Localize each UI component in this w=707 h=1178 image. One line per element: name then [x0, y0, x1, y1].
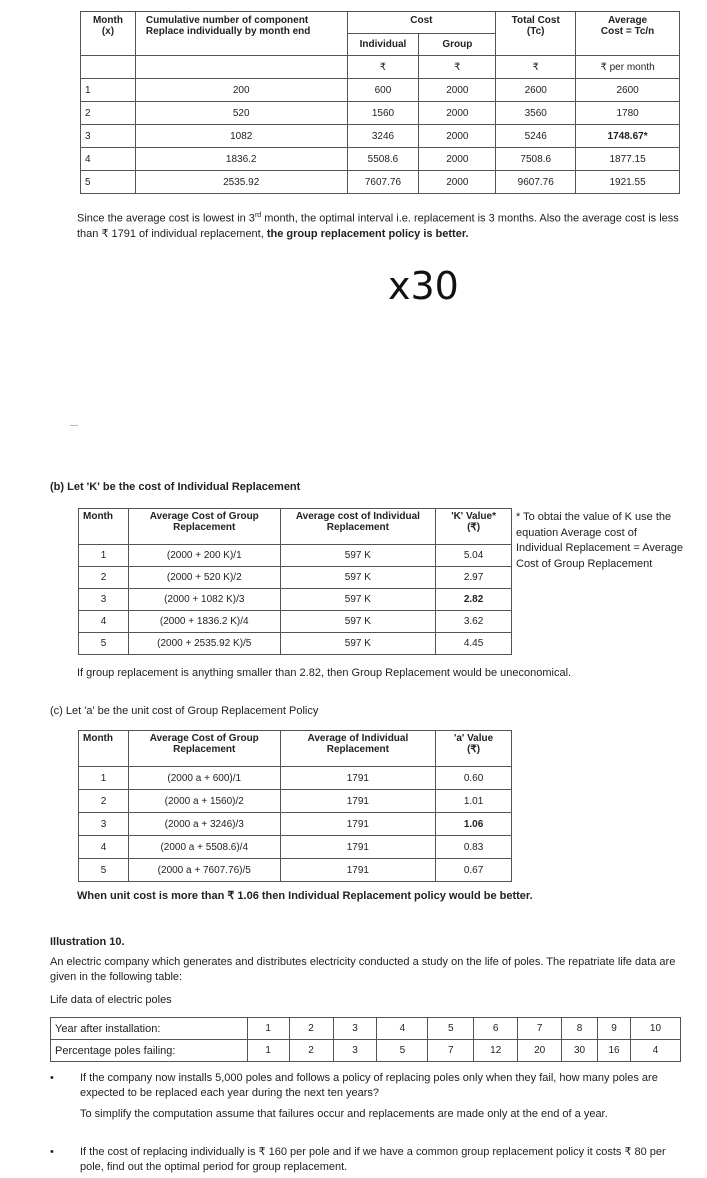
cell: 1780 — [576, 102, 680, 125]
cell: 2000 — [419, 148, 496, 171]
table-row — [79, 836, 512, 859]
cell: 1560 — [347, 102, 419, 125]
cell: 2600 — [496, 79, 576, 102]
cell: (2000 + 520 K)/2 — [128, 567, 280, 589]
section-c-heading: (c) Let 'a' be the unit cost of Group Replacement Policy — [50, 705, 319, 717]
cell: 1 — [79, 545, 129, 567]
cell: (2000 a + 7607.76)/5 — [128, 859, 280, 882]
divider-mark — [70, 425, 78, 426]
illustration-text: An electric company which generates and distributes electricity conducted a study on the life of poles. The repatriate life data are given in the following table: — [50, 956, 676, 983]
header-cumulative: Cumulative number of component Replace individually by month end — [135, 12, 347, 56]
cell: 2000 — [419, 102, 496, 125]
table-row — [79, 545, 512, 567]
header-month: Month — [79, 731, 129, 767]
table-caption: Life data of electric poles — [50, 994, 172, 1006]
header-individual-cost: Average of Individual Replacement — [280, 731, 436, 767]
cell: 2000 — [419, 171, 496, 194]
cell: (2000 a + 600)/1 — [128, 767, 280, 790]
table-row — [79, 767, 512, 790]
section-c-conclusion: When unit cost is more than ₹ 1.06 then Individual Replacement policy would be better. — [77, 890, 533, 902]
section-b-heading: (b) Let 'K' be the cost of Individual Replacement — [50, 481, 301, 493]
cell: 597 K — [280, 633, 436, 655]
row-label: Percentage poles failing: — [51, 1040, 248, 1062]
cell: 3.62 — [436, 611, 512, 633]
cell: 5246 — [496, 125, 576, 148]
unit-cell: ₹ — [419, 56, 496, 79]
cell: 2 — [79, 790, 129, 813]
table-row — [79, 567, 512, 589]
cell: 5508.6 — [347, 148, 419, 171]
cell: (2000 a + 5508.6)/4 — [128, 836, 280, 859]
cell: 4.45 — [436, 633, 512, 655]
cell: 1.06 — [436, 813, 512, 836]
cell: 8 — [562, 1018, 598, 1040]
cell: 7 — [428, 1040, 474, 1062]
row-label: Year after installation: — [51, 1018, 248, 1040]
cell: 597 K — [280, 567, 436, 589]
cell: 3 — [333, 1040, 377, 1062]
header-group: Group — [419, 34, 496, 56]
cell: 1 — [79, 767, 129, 790]
table-row — [79, 813, 512, 836]
bullet-1-note: To simplify the computation assume that failures occur and replacements are made only at the end of a year. — [80, 1108, 608, 1120]
header-a-value: 'a' Value (₹) — [436, 731, 512, 767]
cell: 3560 — [496, 102, 576, 125]
table-row — [81, 148, 680, 171]
cell: (2000 a + 3246)/3 — [128, 813, 280, 836]
cell: 3246 — [347, 125, 419, 148]
cell: 0.67 — [436, 859, 512, 882]
header-group-cost: Average Cost of Group Replacement — [128, 731, 280, 767]
cell: 1791 — [280, 767, 436, 790]
header-individual: Individual — [347, 34, 419, 56]
cell: 2 — [289, 1018, 333, 1040]
a-value-table — [78, 730, 512, 882]
bullet-2: • If the cost of replacing individually is ₹ 160 per pole and if we have a common group replacement policy it costs ₹ 80 per pole, find out the optimal period for group replacement. — [80, 1145, 685, 1175]
cell: 12 — [474, 1040, 518, 1062]
cell: 3 — [333, 1018, 377, 1040]
table-row — [79, 611, 512, 633]
cell: 4 — [630, 1040, 680, 1062]
header-month: Month (x) — [81, 12, 136, 56]
k-value-note: * To obtai the value of K use the equation Average cost of Individual Replacement = Average Cost of Group Replacement — [516, 511, 684, 570]
cell: 5 — [79, 633, 129, 655]
cell: 16 — [598, 1040, 631, 1062]
cell: 6 — [474, 1018, 518, 1040]
cell: 1 — [247, 1040, 289, 1062]
header-individual-cost: Average cost of Individual Replacement — [280, 509, 436, 545]
cell: 9607.76 — [496, 171, 576, 194]
header-k-value: 'K' Value* (₹) — [436, 509, 512, 545]
table-row — [79, 589, 512, 611]
cell: (2000 + 200 K)/1 — [128, 545, 280, 567]
cell: 2.82 — [436, 589, 512, 611]
section-b-conclusion: If group replacement is anything smaller than 2.82, then Group Replacement would be uneconomical. — [77, 667, 572, 679]
cell: 1 — [247, 1018, 289, 1040]
header-average: Average Cost = Tc/n — [576, 12, 680, 56]
cell: 600 — [347, 79, 419, 102]
cell: 4 — [79, 836, 129, 859]
cell: (2000 a + 1560)/2 — [128, 790, 280, 813]
cell: 2.97 — [436, 567, 512, 589]
cell: 1877.15 — [576, 148, 680, 171]
cell: 7508.6 — [496, 148, 576, 171]
cell: (2000 + 1836.2 K)/4 — [128, 611, 280, 633]
cell: 2 — [79, 567, 129, 589]
table-row — [79, 633, 512, 655]
cell: 1791 — [280, 836, 436, 859]
cell: 1791 — [280, 813, 436, 836]
header-total: Total Cost (Tc) — [496, 12, 576, 56]
unit-cell — [81, 56, 136, 79]
cell: 2000 — [419, 125, 496, 148]
cell: 2000 — [419, 79, 496, 102]
cell: (2000 + 2535.92 K)/5 — [128, 633, 280, 655]
header-month: Month — [79, 509, 129, 545]
cell: (2000 + 1082 K)/3 — [128, 589, 280, 611]
cell: 2 — [289, 1040, 333, 1062]
conclusion-paragraph-1: Since the average cost is lowest in 3rd month, the optimal interval i.e. replacement is 3 months. Also the average cost is less than ₹ 1791 of individual replacement, the group replacement policy is better. — [77, 212, 679, 240]
cell: 4 — [377, 1018, 428, 1040]
cell: 597 K — [280, 611, 436, 633]
table-row — [81, 79, 680, 102]
cell: 1791 — [280, 859, 436, 882]
unit-cell: ₹ per month — [576, 56, 680, 79]
cell: 2 — [81, 102, 136, 125]
cell: 10 — [630, 1018, 680, 1040]
table-row — [79, 859, 512, 882]
cell: 0.60 — [436, 767, 512, 790]
table-row — [81, 125, 680, 148]
cell: 5 — [81, 171, 136, 194]
pole-life-table — [50, 1017, 681, 1062]
replacement-cost-table — [80, 11, 680, 194]
cell: 1.01 — [436, 790, 512, 813]
header-group-cost: Average Cost of Group Replacement — [128, 509, 280, 545]
cell: 3 — [79, 813, 129, 836]
cell: 20 — [518, 1040, 562, 1062]
cell: 3 — [79, 589, 129, 611]
cell: 597 K — [280, 589, 436, 611]
table-row — [79, 790, 512, 813]
bullet-1: • If the company now installs 5,000 poles and follows a policy of replacing poles only when they fail, how many poles are expected to be replaced each year during the next ten years? — [80, 1071, 685, 1101]
unit-cell: ₹ — [496, 56, 576, 79]
cell: 5.04 — [436, 545, 512, 567]
cell: 0.83 — [436, 836, 512, 859]
table-row — [51, 1040, 681, 1062]
cell: 520 — [135, 102, 347, 125]
cell: 5 — [428, 1018, 474, 1040]
handwritten-note: x30 — [388, 264, 459, 308]
header-cost: Cost — [347, 12, 496, 34]
cell: 1921.55 — [576, 171, 680, 194]
cell: 1 — [81, 79, 136, 102]
cell: 9 — [598, 1018, 631, 1040]
table-row — [51, 1018, 681, 1040]
cell: 597 K — [280, 545, 436, 567]
cell: 7 — [518, 1018, 562, 1040]
cell: 5 — [377, 1040, 428, 1062]
unit-cell: ₹ — [347, 56, 419, 79]
cell: 4 — [81, 148, 136, 171]
cell: 4 — [79, 611, 129, 633]
table-row — [81, 171, 680, 194]
illustration-title: Illustration 10. — [50, 936, 125, 948]
cell: 3 — [81, 125, 136, 148]
cell: 2600 — [576, 79, 680, 102]
unit-cell — [135, 56, 347, 79]
cell: 1082 — [135, 125, 347, 148]
cell: 30 — [562, 1040, 598, 1062]
cell: 7607.76 — [347, 171, 419, 194]
cell: 1748.67* — [576, 125, 680, 148]
k-value-table — [78, 508, 512, 655]
cell: 2535.92 — [135, 171, 347, 194]
cell: 1791 — [280, 790, 436, 813]
cell: 1836.2 — [135, 148, 347, 171]
table-row — [81, 102, 680, 125]
cell: 5 — [79, 859, 129, 882]
cell: 200 — [135, 79, 347, 102]
